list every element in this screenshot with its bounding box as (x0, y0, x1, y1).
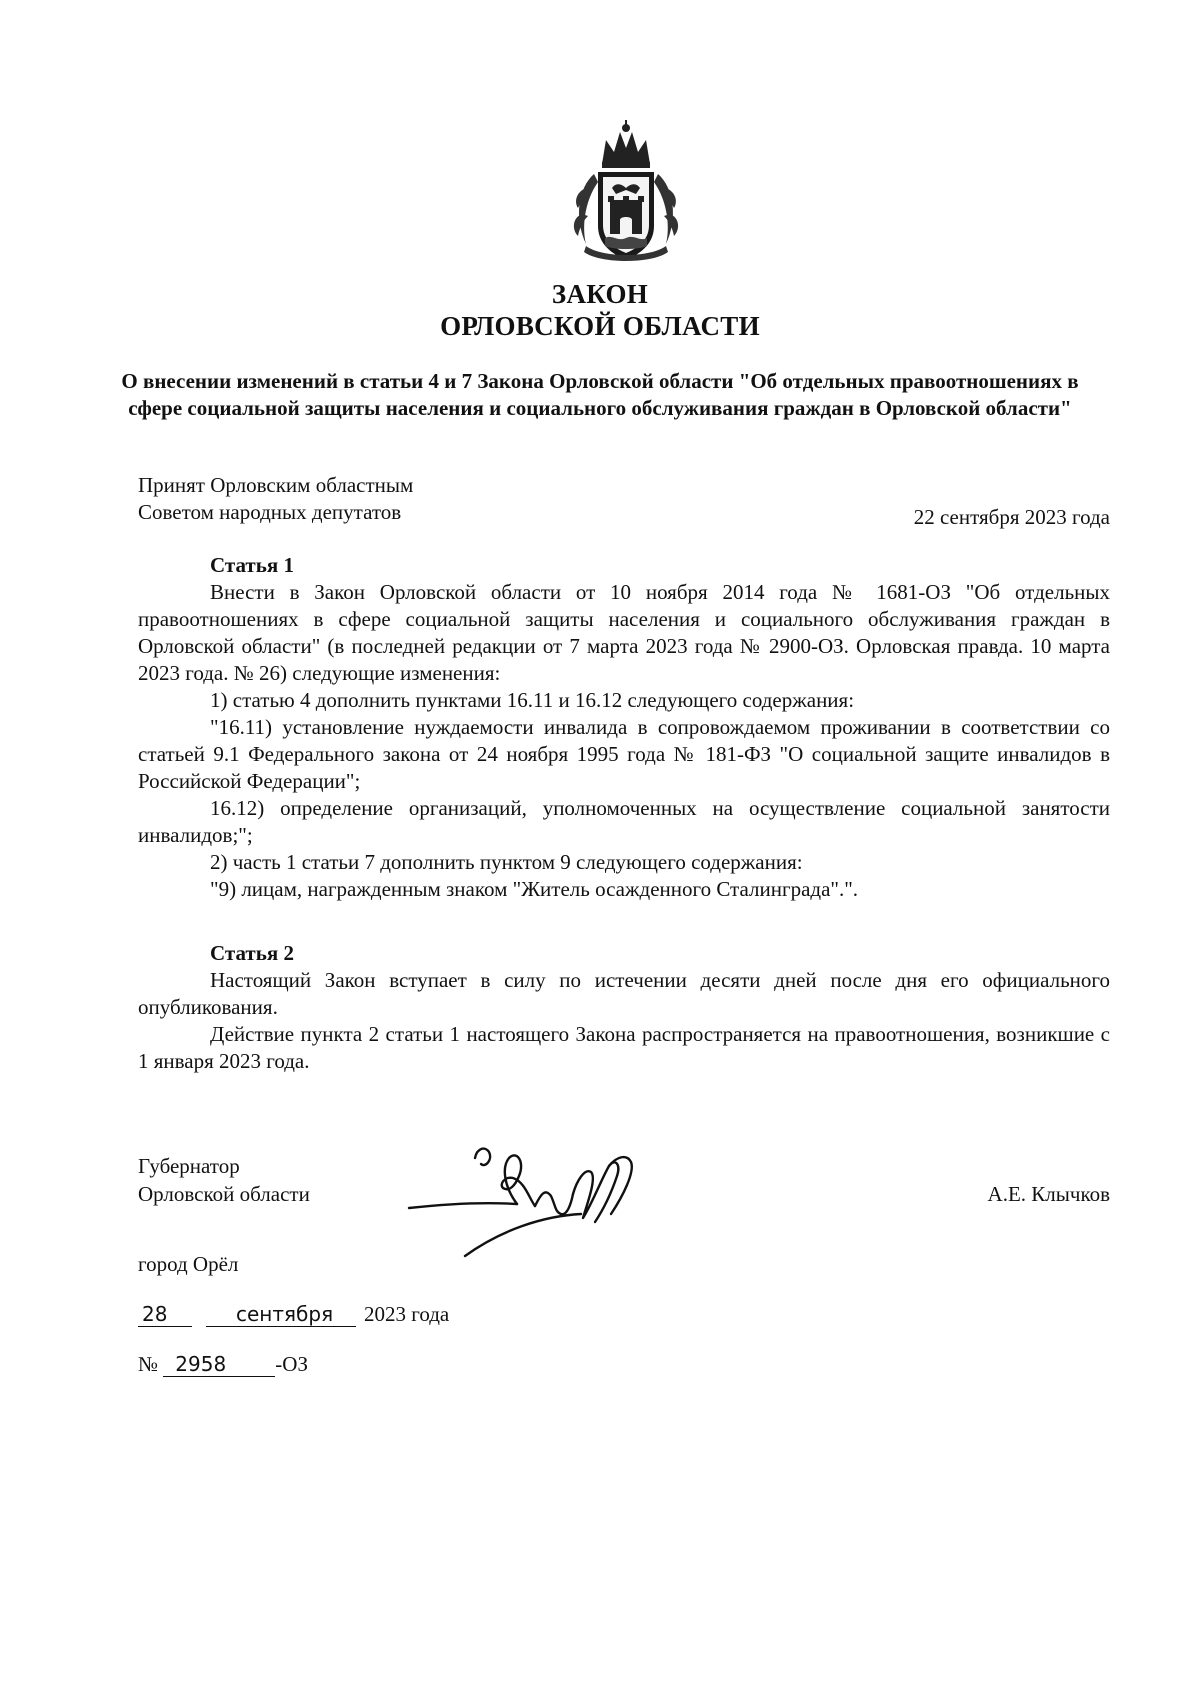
signing-month: сентября (206, 1302, 356, 1327)
governor-title-line1: Губернатор (138, 1154, 240, 1178)
signing-date (138, 1300, 449, 1328)
article-1-paragraph: "9) лицам, награжденным знаком "Житель осажденного Сталинграда".". (210, 877, 859, 901)
adoption-date: 22 сентября 2023 года (913, 505, 1110, 529)
article-2 (138, 940, 1110, 1075)
article-1-paragraph: 2) часть 1 статьи 7 дополнить пунктом 9 следующего содержания: (210, 850, 803, 874)
law-subtitle: О внесении изменений в статьи 4 и 7 Закона Орловской области "Об отдельных правоотношениях в сфере социальной защиты населения и социального обслуживания граждан в Орловской области" (121, 369, 1079, 420)
article-1 (138, 552, 1110, 903)
adoption-line1: Принят Орловским областным (138, 473, 414, 497)
adoption-body (138, 472, 413, 526)
governor-title-line2: Орловской области (138, 1182, 310, 1206)
law-number-value: 2958 (163, 1352, 275, 1377)
law-number-prefix: № (138, 1352, 159, 1376)
article-2-heading: Статья 2 (210, 941, 294, 965)
governor-title (138, 1152, 310, 1208)
handwritten-signature-icon (405, 1118, 645, 1258)
adoption-line2: Советом народных депутатов (138, 500, 402, 524)
article-1-heading: Статья 1 (210, 553, 294, 577)
law-number-suffix: -ОЗ (275, 1352, 308, 1376)
article-1-paragraph: 16.12) определение организаций, уполномоченных на осуществление социальной занятости инвалидов;"; (138, 796, 1110, 847)
law-title-line2: ОРЛОВСКОЙ ОБЛАСТИ (440, 311, 760, 341)
article-1-paragraph: 1) статью 4 дополнить пунктами 16.11 и 16.12 следующего содержания: (210, 688, 855, 712)
article-2-paragraph: Действие пункта 2 статьи 1 настоящего Закона распространяется на правоотношения, возникшие с 1 января 2023 года. (138, 1022, 1110, 1073)
article-1-paragraph: "16.11) установление нуждаемости инвалида в сопровождаемом проживании в соответствии со статьей 9.1 Федерального закона от 24 ноября 1995 года № 181-ФЗ "О социальной защите инвалидов в Российской Федерации"; (138, 715, 1110, 793)
governor-name: А.Е. Клычков (987, 1182, 1110, 1206)
article-2-paragraph: Настоящий Закон вступает в силу по истечении десяти дней после дня его официального опубликования. (138, 968, 1110, 1019)
law-number (138, 1350, 308, 1378)
city-name: город Орёл (138, 1252, 239, 1276)
article-1-paragraph: Внести в Закон Орловской области от 10 ноября 2014 года № 1681-ОЗ "Об отдельных правоотношениях в сфере социальной защиты населения и социального обслуживания граждан в Орловской области" (в последней редакции от 7 марта 2023 года № 2900-ОЗ. Орловская правда. 10 марта 2023 года. № 26) следующие изменения: (138, 580, 1110, 685)
signing-day: 28 (138, 1302, 192, 1327)
orel-coat-of-arms-icon (572, 118, 680, 268)
signing-year: 2023 года (364, 1302, 450, 1326)
law-title-line1: ЗАКОН (551, 279, 649, 309)
